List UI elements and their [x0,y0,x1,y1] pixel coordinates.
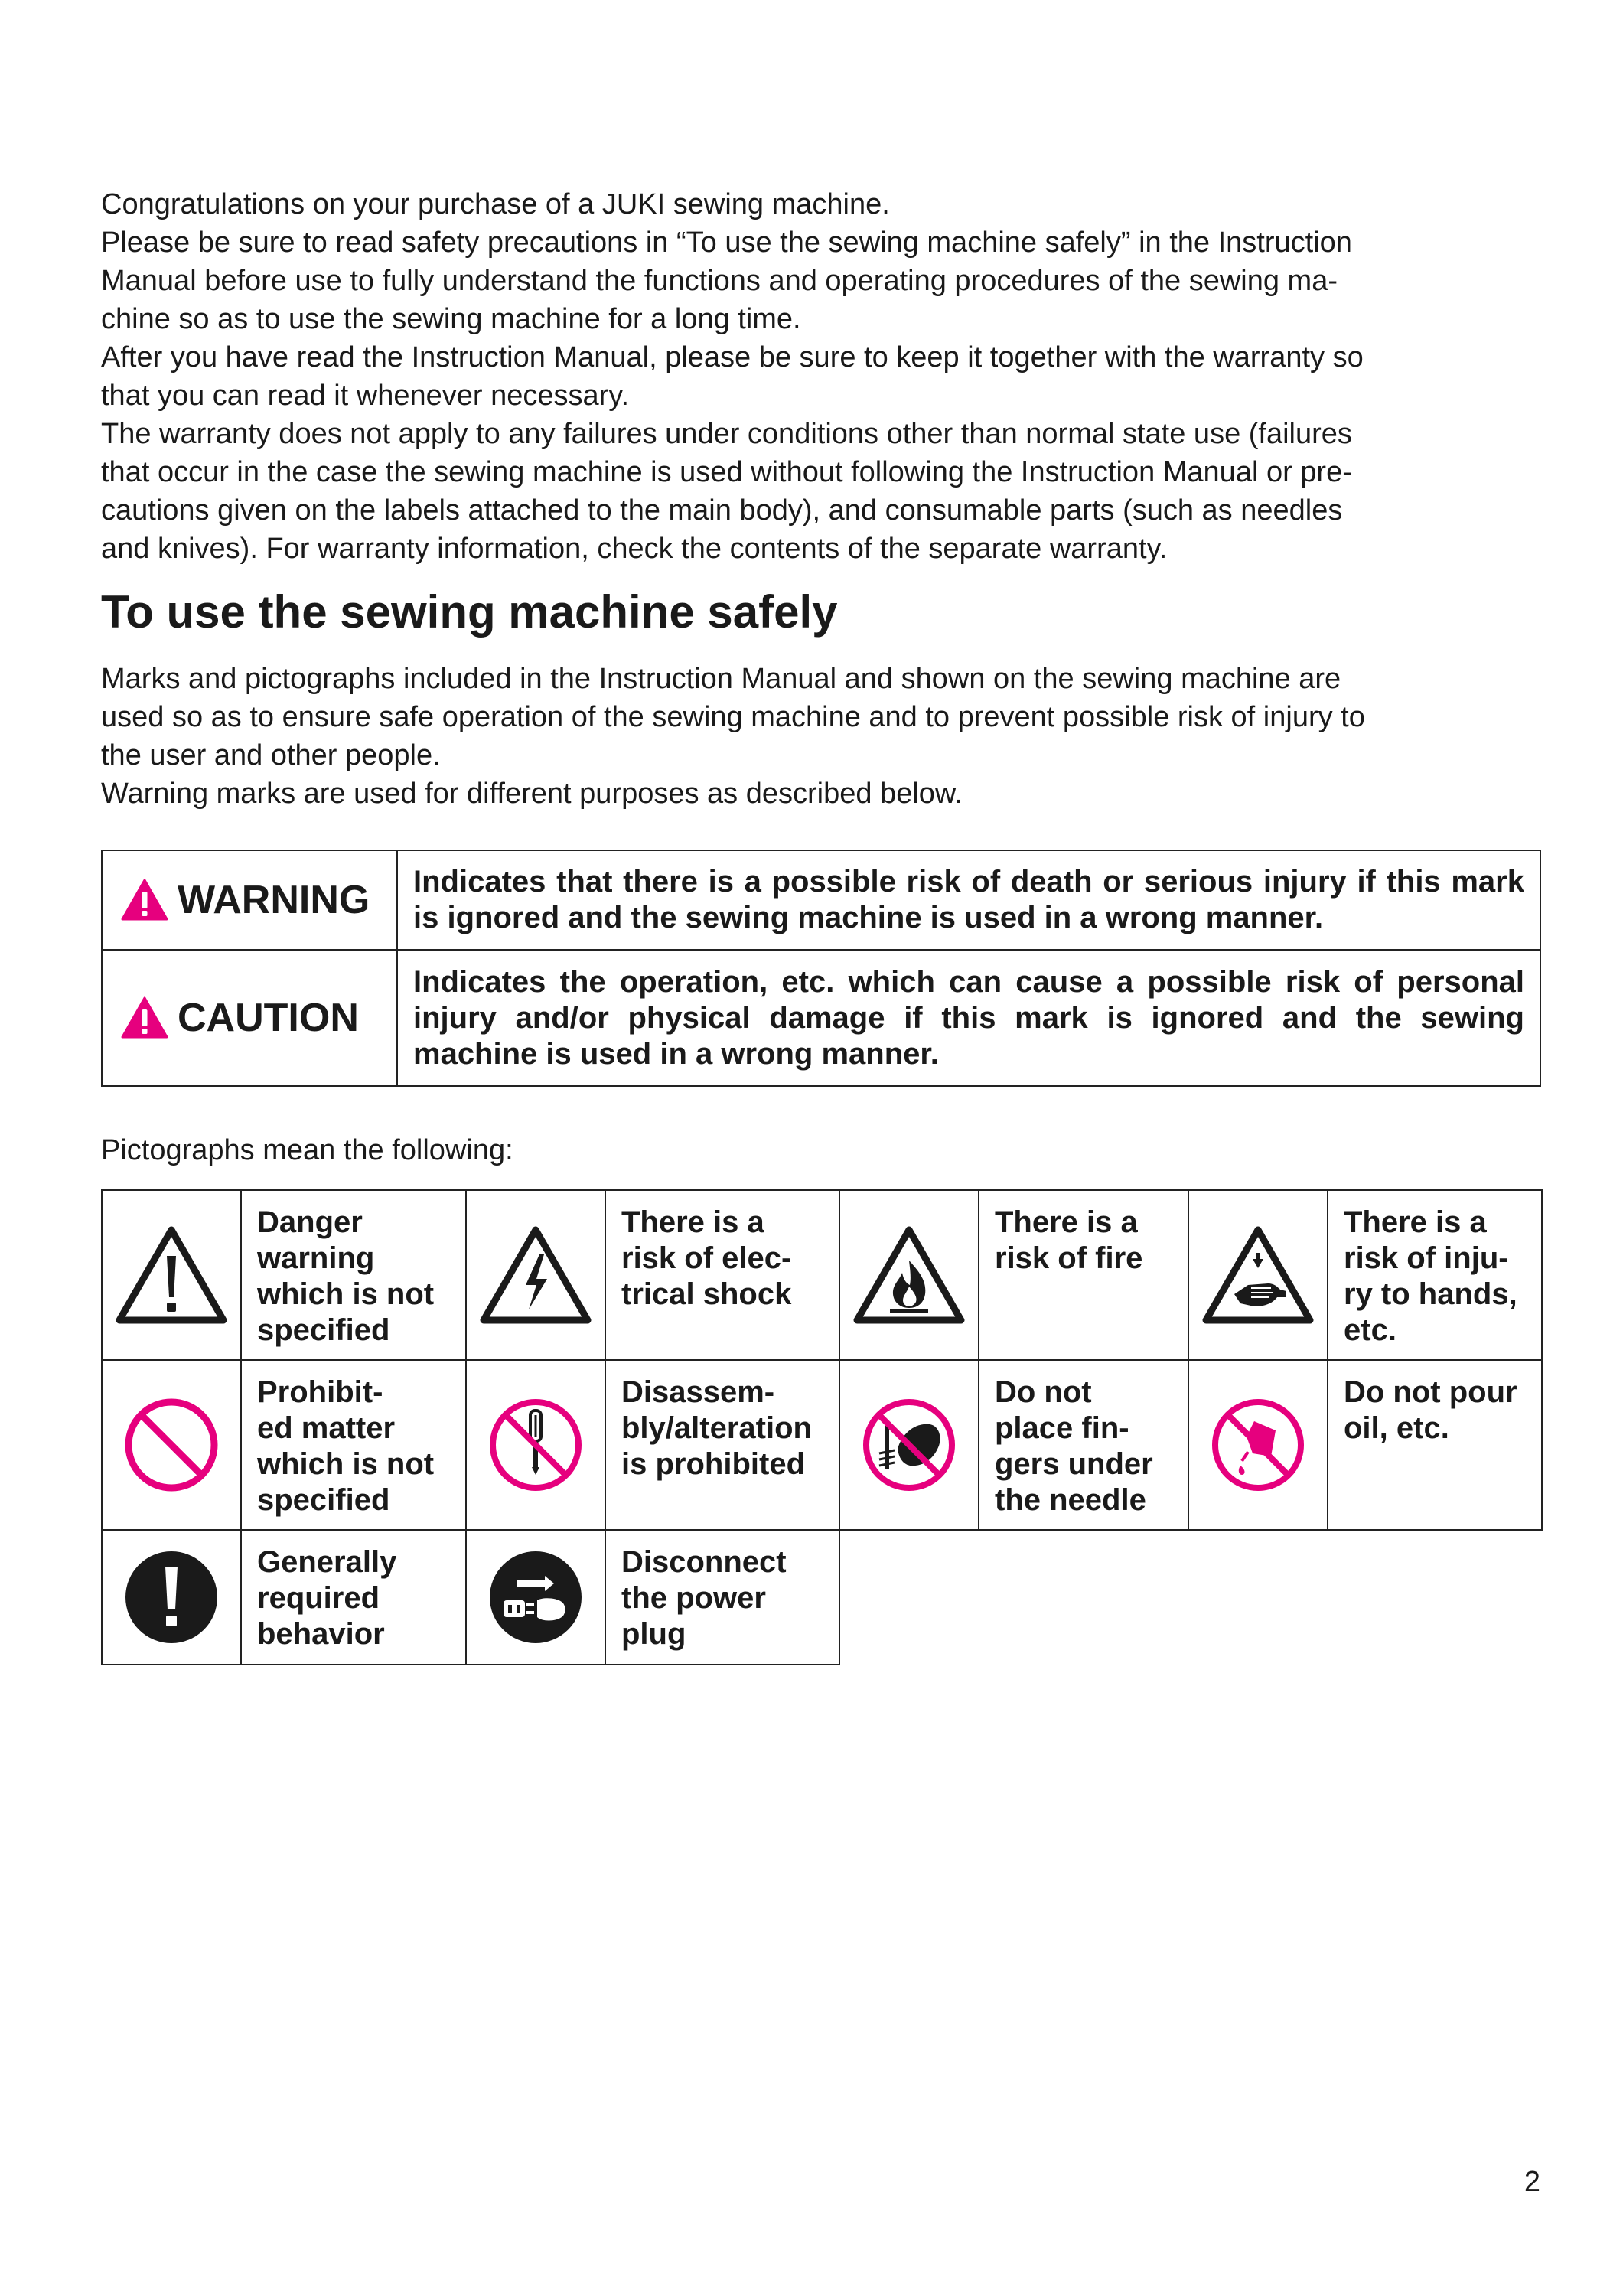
pictograph-icon-cell [839,1190,979,1360]
intro-paragraph [101,185,1540,568]
warning-label-cell [102,850,397,950]
pictograph-text-line: Disassem- [621,1375,775,1409]
intro-line: Congratulations on your purchase of a JUKI sewing machine. [101,188,890,220]
caution-triangle-icon [121,996,168,1039]
pictograph-text-line: ry to hands, [1344,1277,1517,1311]
no-fingers-under-needle-icon [859,1395,959,1495]
pictograph-text-line: Disconnect [621,1545,787,1579]
empty-cell [839,1530,1542,1665]
warning-marks-table [101,850,1541,1087]
no-disassembly-icon [486,1395,585,1495]
intro-line: chine so as to use the sewing machine for a long time. [101,303,801,335]
prohibition-circle-icon [122,1395,221,1495]
pictograph-text-line: required [257,1581,380,1615]
intro-line: Please be sure to read safety precautions in “To use the sewing machine safely” in the Instruction [101,227,1352,259]
pictograph-text-line: plug [621,1617,686,1651]
pictograph-icon-cell [839,1360,979,1530]
pictograph-row [102,1530,1542,1665]
pictograph-text-line: warning [257,1241,375,1275]
warning-description: Indicates that there is a possible risk of death or serious injury if this mark is ignored and the sewing machine is used in a wrong manner. [397,850,1540,950]
pictograph-icon-cell [102,1530,241,1665]
pictograph-icon-cell [102,1190,241,1360]
warning-row [102,850,1540,950]
pictograph-text-line: Danger [257,1205,363,1239]
hand-injury-triangle-icon [1201,1224,1315,1326]
pictograph-text-line: behavior [257,1617,385,1651]
warning-triangle-icon [121,879,168,921]
pictograph-text-fire [979,1190,1188,1360]
pictograph-text-line: Do not pour [1344,1375,1517,1409]
intro-line: that occur in the case the sewing machine is used without following the Instruction Manual or pre- [101,456,1352,488]
intro-line: cautions given on the labels attached to the main body), and consumable parts (such as needles [101,494,1343,527]
pictograph-row [102,1190,1542,1360]
pictographs-table [101,1189,1543,1665]
pictograph-row [102,1360,1542,1530]
pictograph-text-line: There is a [621,1205,764,1239]
pictograph-text-danger [241,1190,466,1360]
pictograph-text-line: There is a [995,1205,1138,1239]
no-oil-icon [1208,1395,1308,1495]
pictograph-text-fingers [979,1360,1188,1530]
pictographs-caption: Pictographs mean the following: [101,1134,513,1166]
pictograph-text-line: bly/alteration [621,1411,812,1445]
section-line: the user and other people. [101,739,441,771]
pictograph-text-line: Do not [995,1375,1092,1409]
pictograph-icon-cell [1188,1360,1328,1530]
pictograph-text-line: the needle [995,1483,1146,1517]
exclamation-triangle-icon [114,1224,229,1326]
electric-shock-triangle-icon [478,1224,593,1326]
pictograph-text-line: specified [257,1313,390,1347]
pictograph-text-line: risk of fire [995,1241,1143,1275]
intro-line: that you can read it whenever necessary. [101,380,630,412]
pictograph-text-prohibited [241,1360,466,1530]
pictograph-text-line: Prohibit- [257,1375,383,1409]
fire-triangle-icon [852,1224,966,1326]
pictograph-icon-cell [466,1530,605,1665]
pictograph-icon-cell [466,1360,605,1530]
section-line: used so as to ensure safe operation of the sewing machine and to prevent possible risk of injury to [101,701,1365,733]
pictograph-icon-cell [102,1360,241,1530]
pictograph-text-line: oil, etc. [1344,1411,1449,1445]
pictograph-text-line: There is a [1344,1205,1487,1239]
caution-label: CAUTION [178,996,359,1040]
pictograph-text-line: Generally [257,1545,397,1579]
intro-line: The warranty does not apply to any failures under conditions other than normal state use (failures [101,418,1352,450]
disconnect-plug-icon [488,1550,583,1645]
pictograph-text-line: which is not [257,1447,435,1481]
pictograph-text-oil [1328,1360,1542,1530]
caution-description: Indicates the operation, etc. which can cause a possible risk of personal injury and/or physical damage if this mark is ignored and the sewing machine is used in a wrong manner. [397,950,1540,1086]
pictograph-text-required [241,1530,466,1665]
pictograph-text-line: is prohibited [621,1447,805,1481]
page-number: 2 [1524,2166,1540,2198]
intro-line: After you have read the Instruction Manual, please be sure to keep it together with the warranty so [101,341,1364,373]
marks-intro-paragraph [101,660,1540,813]
pictograph-text-line: ed matter [257,1411,396,1445]
section-line: Marks and pictographs included in the Instruction Manual and shown on the sewing machine are [101,663,1341,695]
pictograph-icon-cell [1188,1190,1328,1360]
pictograph-text-line: which is not [257,1277,435,1311]
mandatory-exclamation-icon [124,1550,219,1645]
section-line: Warning marks are used for different purposes as described below. [101,778,963,810]
pictograph-text-line: place fin- [995,1411,1129,1445]
pictograph-text-unplug [605,1530,839,1665]
pictograph-text-line: risk of elec- [621,1241,792,1275]
pictograph-text-shock [605,1190,839,1360]
pictograph-text-line: etc. [1344,1313,1396,1347]
pictograph-text-disassembly [605,1360,839,1530]
caution-row [102,950,1540,1086]
intro-line: Manual before use to fully understand the functions and operating procedures of the sewing ma- [101,265,1338,297]
pictograph-text-line: trical shock [621,1277,792,1311]
pictograph-text-line: the power [621,1581,766,1615]
pictograph-text-line: gers under [995,1447,1153,1481]
intro-line: and knives). For warranty information, check the contents of the separate warranty. [101,533,1168,565]
pictograph-icon-cell [466,1190,605,1360]
pictograph-text-line: risk of inju- [1344,1241,1509,1275]
warning-label: WARNING [178,878,370,922]
pictograph-text-hands [1328,1190,1542,1360]
pictograph-text-line: specified [257,1483,390,1517]
section-title: To use the sewing machine safely [101,586,838,638]
caution-label-cell [102,950,397,1086]
